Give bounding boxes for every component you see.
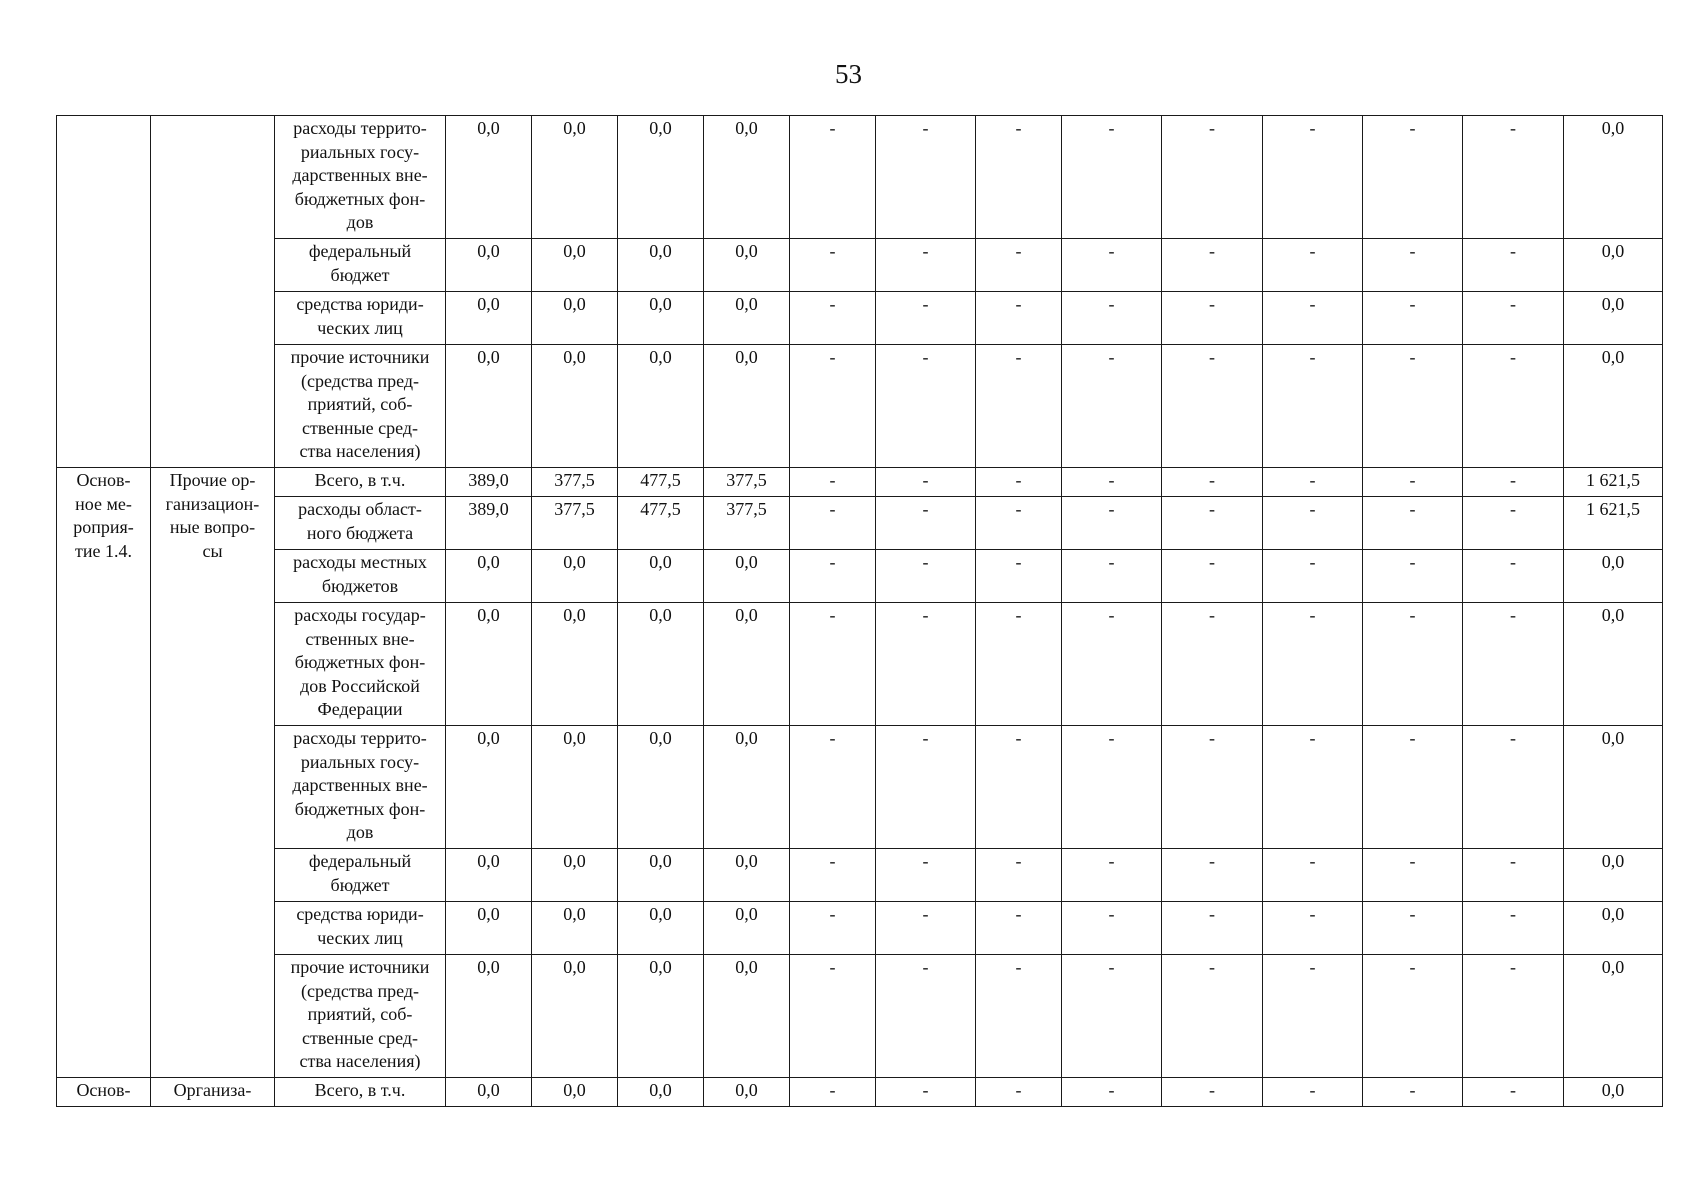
dash-cell: - (1263, 550, 1363, 603)
value-cell-v4: 0,0 (704, 726, 790, 849)
dash-cell: - (1062, 1078, 1162, 1107)
dash-cell: - (976, 902, 1062, 955)
dash-cell: - (876, 550, 976, 603)
funding-source-cell: прочие источники (средства пред- приятий, соб- ственные сред- ства населения) (275, 345, 446, 468)
dash-cell: - (1162, 239, 1263, 292)
dash-cell: - (1263, 239, 1363, 292)
total-cell: 0,0 (1564, 1078, 1663, 1107)
dash-cell: - (1363, 239, 1463, 292)
table-row (57, 726, 1663, 849)
dash-cell: - (1062, 902, 1162, 955)
dash-cell: - (1263, 116, 1363, 239)
dash-cell: - (1062, 955, 1162, 1078)
funding-source-cell: Всего, в т.ч. (275, 1078, 446, 1107)
total-cell: 0,0 (1564, 955, 1663, 1078)
dash-cell: - (876, 1078, 976, 1107)
total-cell: 0,0 (1564, 550, 1663, 603)
value-cell-v1: 389,0 (446, 468, 532, 497)
dash-cell: - (1062, 468, 1162, 497)
dash-cell: - (790, 345, 876, 468)
measure-name-cell: Организа- (151, 1078, 275, 1107)
dash-cell: - (976, 849, 1062, 902)
value-cell-v4: 377,5 (704, 497, 790, 550)
dash-cell: - (1463, 955, 1564, 1078)
value-cell-v3: 0,0 (618, 726, 704, 849)
value-cell-v1: 0,0 (446, 726, 532, 849)
dash-cell: - (1263, 726, 1363, 849)
funding-source-cell: расходы террито- риальных госу- дарственных вне- бюджетных фон- дов (275, 726, 446, 849)
dash-cell: - (1463, 345, 1564, 468)
value-cell-v3: 0,0 (618, 1078, 704, 1107)
dash-cell: - (1263, 468, 1363, 497)
value-cell-v3: 0,0 (618, 603, 704, 726)
value-cell-v2: 0,0 (532, 550, 618, 603)
measure-number-cell (57, 116, 151, 468)
value-cell-v2: 0,0 (532, 603, 618, 726)
value-cell-v4: 0,0 (704, 849, 790, 902)
total-cell: 1 621,5 (1564, 468, 1663, 497)
dash-cell: - (790, 292, 876, 345)
value-cell-v2: 0,0 (532, 239, 618, 292)
dash-cell: - (876, 726, 976, 849)
dash-cell: - (1363, 550, 1463, 603)
total-cell: 0,0 (1564, 239, 1663, 292)
dash-cell: - (1263, 497, 1363, 550)
dash-cell: - (1363, 116, 1463, 239)
dash-cell: - (1463, 468, 1564, 497)
total-cell: 0,0 (1564, 902, 1663, 955)
dash-cell: - (1263, 345, 1363, 468)
dash-cell: - (1263, 603, 1363, 726)
dash-cell: - (876, 497, 976, 550)
value-cell-v2: 0,0 (532, 955, 618, 1078)
dash-cell: - (1363, 849, 1463, 902)
dash-cell: - (1463, 902, 1564, 955)
value-cell-v4: 0,0 (704, 239, 790, 292)
dash-cell: - (1263, 902, 1363, 955)
dash-cell: - (976, 497, 1062, 550)
dash-cell: - (1162, 468, 1263, 497)
total-cell: 0,0 (1564, 292, 1663, 345)
value-cell-v1: 0,0 (446, 1078, 532, 1107)
funding-source-cell: средства юриди- ческих лиц (275, 292, 446, 345)
total-cell: 0,0 (1564, 603, 1663, 726)
table-row (57, 849, 1663, 902)
value-cell-v3: 0,0 (618, 550, 704, 603)
dash-cell: - (1162, 902, 1263, 955)
dash-cell: - (1162, 345, 1263, 468)
dash-cell: - (790, 468, 876, 497)
dash-cell: - (1062, 239, 1162, 292)
dash-cell: - (976, 550, 1062, 603)
value-cell-v4: 377,5 (704, 468, 790, 497)
funding-source-cell: прочие источники (средства пред- приятий, соб- ственные сред- ства населения) (275, 955, 446, 1078)
funding-source-cell: средства юриди- ческих лиц (275, 902, 446, 955)
value-cell-v1: 0,0 (446, 116, 532, 239)
value-cell-v4: 0,0 (704, 345, 790, 468)
funding-source-cell: расходы террито- риальных госу- дарственных вне- бюджетных фон- дов (275, 116, 446, 239)
dash-cell: - (1463, 1078, 1564, 1107)
value-cell-v2: 0,0 (532, 292, 618, 345)
dash-cell: - (976, 239, 1062, 292)
total-cell: 0,0 (1564, 849, 1663, 902)
dash-cell: - (1062, 497, 1162, 550)
dash-cell: - (876, 116, 976, 239)
value-cell-v4: 0,0 (704, 955, 790, 1078)
dash-cell: - (790, 550, 876, 603)
dash-cell: - (976, 116, 1062, 239)
dash-cell: - (1162, 849, 1263, 902)
value-cell-v3: 477,5 (618, 468, 704, 497)
measure-number-cell: Основ- (57, 1078, 151, 1107)
value-cell-v2: 0,0 (532, 1078, 618, 1107)
dash-cell: - (976, 955, 1062, 1078)
dash-cell: - (876, 345, 976, 468)
dash-cell: - (1062, 116, 1162, 239)
measure-name-cell (151, 116, 275, 468)
dash-cell: - (1162, 497, 1263, 550)
dash-cell: - (1363, 497, 1463, 550)
dash-cell: - (1263, 292, 1363, 345)
dash-cell: - (876, 603, 976, 726)
value-cell-v1: 0,0 (446, 849, 532, 902)
value-cell-v4: 0,0 (704, 116, 790, 239)
dash-cell: - (1463, 726, 1564, 849)
dash-cell: - (1363, 292, 1463, 345)
dash-cell: - (1463, 292, 1564, 345)
total-cell: 0,0 (1564, 345, 1663, 468)
dash-cell: - (1463, 239, 1564, 292)
value-cell-v2: 0,0 (532, 726, 618, 849)
dash-cell: - (790, 497, 876, 550)
value-cell-v3: 0,0 (618, 239, 704, 292)
dash-cell: - (1263, 1078, 1363, 1107)
total-cell: 0,0 (1564, 726, 1663, 849)
table-row (57, 497, 1663, 550)
value-cell-v1: 0,0 (446, 345, 532, 468)
value-cell-v2: 0,0 (532, 116, 618, 239)
value-cell-v1: 0,0 (446, 603, 532, 726)
dash-cell: - (876, 849, 976, 902)
value-cell-v3: 0,0 (618, 902, 704, 955)
table-row (57, 239, 1663, 292)
dash-cell: - (1463, 603, 1564, 726)
value-cell-v1: 0,0 (446, 955, 532, 1078)
value-cell-v1: 0,0 (446, 292, 532, 345)
total-cell: 0,0 (1564, 116, 1663, 239)
value-cell-v2: 377,5 (532, 497, 618, 550)
value-cell-v3: 0,0 (618, 116, 704, 239)
budget-table-body (57, 116, 1663, 1107)
value-cell-v1: 0,0 (446, 550, 532, 603)
dash-cell: - (1062, 849, 1162, 902)
table-row (57, 345, 1663, 468)
dash-cell: - (1162, 292, 1263, 345)
value-cell-v2: 377,5 (532, 468, 618, 497)
value-cell-v2: 0,0 (532, 849, 618, 902)
dash-cell: - (790, 849, 876, 902)
dash-cell: - (876, 292, 976, 345)
value-cell-v3: 0,0 (618, 292, 704, 345)
dash-cell: - (876, 902, 976, 955)
funding-source-cell: федеральный бюджет (275, 239, 446, 292)
funding-source-cell: федеральный бюджет (275, 849, 446, 902)
dash-cell: - (1463, 849, 1564, 902)
value-cell-v4: 0,0 (704, 603, 790, 726)
value-cell-v3: 0,0 (618, 345, 704, 468)
table-row (57, 955, 1663, 1078)
dash-cell: - (1263, 955, 1363, 1078)
dash-cell: - (1162, 550, 1263, 603)
dash-cell: - (1263, 849, 1363, 902)
table-row (57, 468, 1663, 497)
dash-cell: - (790, 955, 876, 1078)
funding-source-cell: расходы област- ного бюджета (275, 497, 446, 550)
dash-cell: - (790, 603, 876, 726)
dash-cell: - (976, 468, 1062, 497)
dash-cell: - (1363, 345, 1463, 468)
dash-cell: - (976, 1078, 1062, 1107)
dash-cell: - (976, 603, 1062, 726)
value-cell-v1: 0,0 (446, 902, 532, 955)
funding-source-cell: расходы местных бюджетов (275, 550, 446, 603)
dash-cell: - (976, 292, 1062, 345)
table-row (57, 116, 1663, 239)
table-row (57, 550, 1663, 603)
dash-cell: - (1463, 550, 1564, 603)
measure-name-cell: Прочие ор- ганизацион- ные вопро- сы (151, 468, 275, 1078)
funding-source-cell: Всего, в т.ч. (275, 468, 446, 497)
dash-cell: - (976, 345, 1062, 468)
dash-cell: - (1463, 116, 1564, 239)
dash-cell: - (876, 955, 976, 1078)
value-cell-v3: 0,0 (618, 849, 704, 902)
value-cell-v2: 0,0 (532, 345, 618, 468)
funding-source-cell: расходы государ- ственных вне- бюджетных фон- дов Российской Федерации (275, 603, 446, 726)
value-cell-v4: 0,0 (704, 1078, 790, 1107)
dash-cell: - (1162, 116, 1263, 239)
dash-cell: - (1363, 726, 1463, 849)
dash-cell: - (790, 1078, 876, 1107)
dash-cell: - (1363, 1078, 1463, 1107)
value-cell-v2: 0,0 (532, 902, 618, 955)
dash-cell: - (790, 239, 876, 292)
dash-cell: - (976, 726, 1062, 849)
dash-cell: - (790, 726, 876, 849)
value-cell-v4: 0,0 (704, 550, 790, 603)
dash-cell: - (1062, 603, 1162, 726)
dash-cell: - (1062, 550, 1162, 603)
dash-cell: - (790, 116, 876, 239)
total-cell: 1 621,5 (1564, 497, 1663, 550)
dash-cell: - (876, 239, 976, 292)
dash-cell: - (1062, 726, 1162, 849)
dash-cell: - (790, 902, 876, 955)
table-row (57, 603, 1663, 726)
value-cell-v1: 0,0 (446, 239, 532, 292)
page-number: 53 (835, 59, 862, 89)
dash-cell: - (1463, 497, 1564, 550)
dash-cell: - (1162, 603, 1263, 726)
dash-cell: - (1162, 1078, 1263, 1107)
table-row (57, 1078, 1663, 1107)
dash-cell: - (1363, 468, 1463, 497)
dash-cell: - (1162, 726, 1263, 849)
table-row (57, 292, 1663, 345)
dash-cell: - (1062, 345, 1162, 468)
dash-cell: - (1363, 955, 1463, 1078)
dash-cell: - (1363, 902, 1463, 955)
budget-table (56, 115, 1663, 1107)
value-cell-v3: 477,5 (618, 497, 704, 550)
measure-number-cell: Основ- ное ме- роприя- тие 1.4. (57, 468, 151, 1078)
table-row (57, 902, 1663, 955)
value-cell-v3: 0,0 (618, 955, 704, 1078)
dash-cell: - (1162, 955, 1263, 1078)
value-cell-v4: 0,0 (704, 902, 790, 955)
dash-cell: - (876, 468, 976, 497)
value-cell-v4: 0,0 (704, 292, 790, 345)
dash-cell: - (1363, 603, 1463, 726)
value-cell-v1: 389,0 (446, 497, 532, 550)
dash-cell: - (1062, 292, 1162, 345)
